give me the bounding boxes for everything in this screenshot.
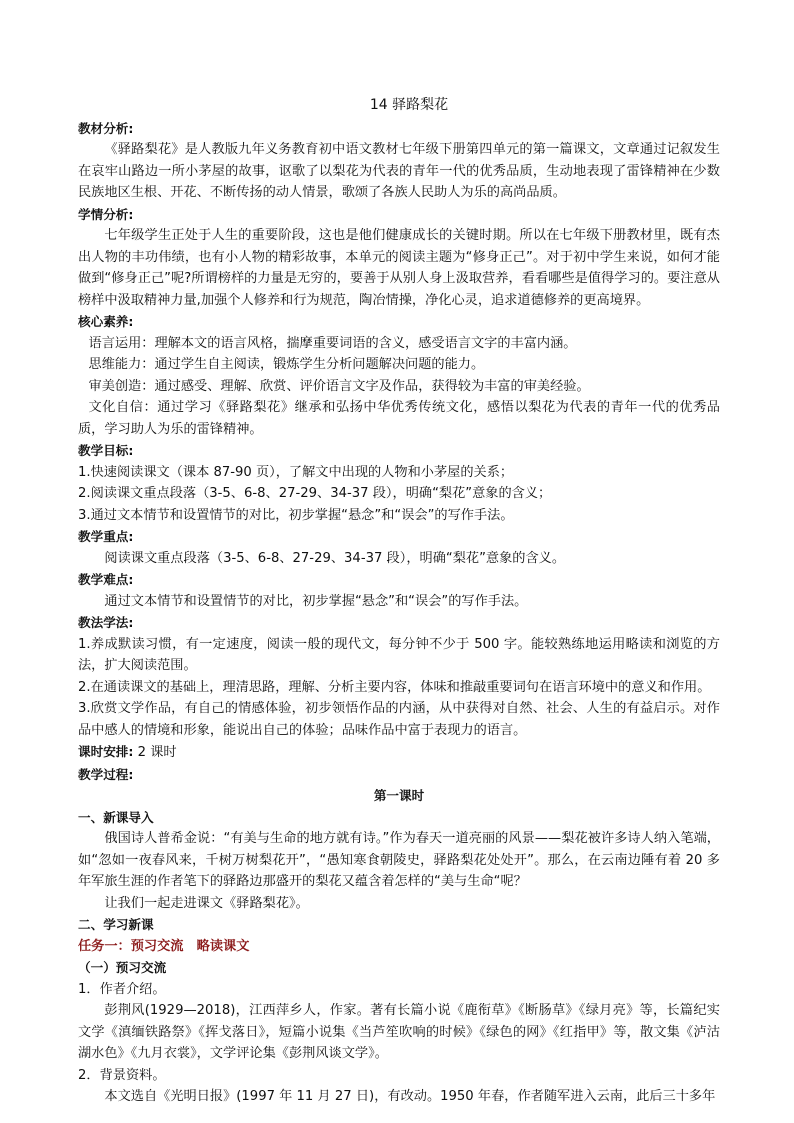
methods-heading: 教法学法: [78, 615, 134, 630]
preview-subheading: （一）预习交流 [78, 960, 167, 975]
hours-line [78, 741, 720, 764]
intro-paragraph: 俄国诗人普希金说：“有美与生命的地方就有诗。”作为春天一道亮丽的风景——梨花被许多诗人纳入笔端，如“忽如一夜春风来，千树万树梨花开”，“愚知寒食朝陵史，驿路梨花处处开”。那么，在云南边陲有着 20 多年军旅生涯的作者笔下的驿路边那盛开的梨花又蕴含着怎样的“美与生命“呢？ [78, 831, 720, 889]
focus-heading: 教学重点: [78, 529, 134, 544]
literacy-heading: 核心素养: [78, 314, 134, 329]
author-text: 彭荆风(1929—2018)，江西萍乡人，作家。著有长篇小说《鹿衔草》《断肠草》《绿月亮》等，长篇纪实文学《滇缅铁路祭》《挥戈落日》，短篇小说集《当芦笙吹响的时候》《绿色的网》《红指甲》等，散文集《泸沽湖水色》《九月衣裳》，文学评论集《彭荆风谈文学》。 [78, 1003, 720, 1061]
material-text: 《驿路梨花》是人教版九年义务教育初中语文教材七年级下册第四单元的第一篇课文，文章通过记叙发生在哀牢山路边一所小茅屋的故事，讴歌了以梨花为代表的青年一代的优秀品质，生动地表现了雷锋精神在少数民族地区生根、开花、不断传扬的动人情景，歌颂了各族人民助人为乐的高尚品质。 [78, 142, 720, 200]
background-text: 本文选自《光明日报》(1997 年 11 月 27 日)，有改动。1950 年春，作者随军进入云南，此后三十多年 [104, 1089, 716, 1104]
method-item: 1.养成默读习惯，有一定速度，阅读一般的现代文，每分钟不少于 500 字。能较熟练地运用略读和浏览的方法，扩大阅读范围。 [78, 636, 720, 673]
goal-item: 2.阅读课文重点段落（3-5、6-8、27-29、34-37 段），明确“梨花”意象的含义； [78, 486, 552, 501]
difficulty-heading: 教学难点: [78, 572, 134, 587]
document-content [78, 95, 720, 1108]
hours-heading: 课时安排: [78, 744, 134, 759]
difficulty-text: 通过文本情节和设置情节的对比，初步掌握“悬念”和“误会”的写作手法。 [104, 593, 528, 609]
task-one-heading: 任务一：预习交流 略读课文 [78, 938, 250, 954]
lesson-title: 第一课时 [373, 788, 425, 803]
material-heading: 教材分析: [78, 120, 134, 136]
students-text: 七年级学生正处于人生的重要阶段，这也是他们健康成长的关键时期。所以在七年级下册教材里，既有杰出人物的丰功伟绩，也有小人物的精彩故事，本单元的阅读主题为“修身正己”。对于初中学生来说，如何才能做到“修身正己”呢?所谓榜样的力量是无穷的，要善于从别人身上汲取营养，看看哪些是值得学习的。要注意从榜样中汲取精神力量,加强个人修养和行为规范，陶冶情操，净化心灵，追求道德修养的更高境界。 [78, 228, 720, 308]
document-title: 14 驿路梨花 [369, 97, 449, 113]
new-lesson-heading: 二、学习新课 [78, 917, 154, 932]
literacy-item: 文化自信：通过学习《驿路梨花》继承和弘扬中华优秀传统文化，感悟以梨花为代表的青年一代的优秀品质，学习助人为乐的雷锋精神。 [78, 400, 720, 437]
literacy-item: 语言运用：理解本文的语言风格，揣摩重要词语的含义，感受语言文字的丰富内涵。 [88, 335, 577, 351]
method-item: 3.欣赏文学作品，有自己的情感体验，初步领悟作品的内涵，从中获得对自然、社会、人生的有益启示。对作品中感人的情境和形象，能说出自己的体验；品味作品中富于表现力的语言。 [78, 701, 720, 738]
background-label: 2．背景资料。 [78, 1067, 166, 1083]
process-heading: 教学过程: [78, 766, 134, 782]
intro-paragraph: 让我们一起走进课文《驿路梨花》。 [104, 895, 309, 911]
students-heading: 学情分析: [78, 206, 134, 222]
goal-item: 1.快速阅读课文（课本 87-90 页），了解文中出现的人物和小茅屋的关系； [78, 464, 514, 480]
literacy-item: 思维能力：通过学生自主阅读，锻炼学生分析问题解决问题的能力。 [88, 357, 485, 372]
author-label: 1．作者介绍。 [78, 981, 166, 997]
goal-item: 3.通过文本情节和设置情节的对比，初步掌握“悬念”和“误会”的写作手法。 [78, 507, 514, 523]
hours-value: 2 课时 [137, 745, 177, 760]
goals-heading: 教学目标: [78, 443, 134, 458]
method-item: 2.在通读课文的基础上，理清思路，理解、分析主要内容，体味和推敲重要词句在语言环境中的意义和作用。 [78, 679, 711, 695]
literacy-item: 审美创造：通过感受、理解、欣赏、评价语言文字及作品，获得较为丰富的审美经验。 [88, 378, 590, 394]
intro-heading: 一、新课导入 [78, 809, 154, 825]
focus-text: 阅读课文重点段落（3-5、6-8、27-29、34-37 段），明确“梨花”意象的含义。 [104, 550, 566, 566]
